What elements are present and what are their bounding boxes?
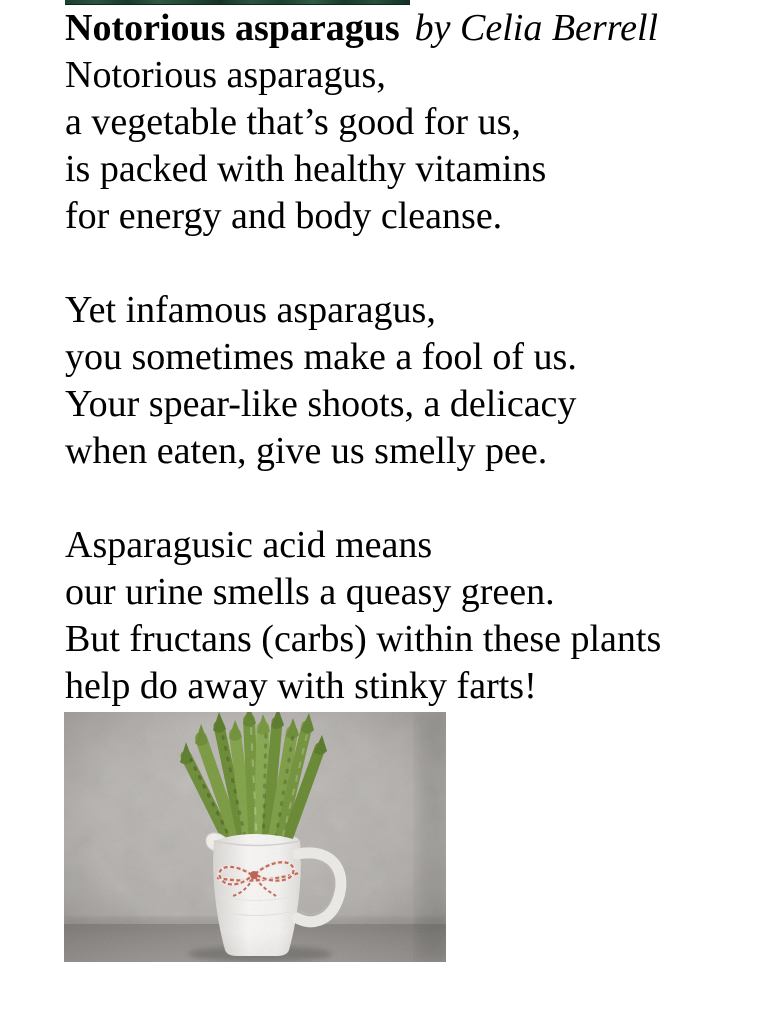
poem-title: Notorious asparagus [65,7,400,49]
stanza-2 [65,287,725,475]
poem-line: Asparagusic acid means [65,524,433,566]
poem-line: help do away with stinky farts! [65,665,537,707]
poem-text [65,5,725,710]
poem-byline: by Celia Berrell [414,7,659,49]
poem-line: Your spear-like shoots, a delicacy [65,383,577,425]
poem-line: is packed with healthy vitamins [65,148,547,190]
stanza-1 [65,52,725,240]
poem-line: a vegetable that’s good for us, [65,101,521,143]
poem-line: Yet infamous asparagus, [65,289,436,331]
poem-title-line [65,5,725,52]
poem-line: you sometimes make a fool of us. [65,336,577,378]
poem-line: when eaten, give us smelly pee. [65,430,548,472]
poem-line: Notorious asparagus, [65,54,386,96]
stanza-gap [65,240,725,287]
poem-line: But fructans (carbs) within these plants [65,618,662,660]
poem-line: our urine smells a queasy green. [65,571,555,613]
stanza-3 [65,522,725,710]
asparagus-photo [64,712,446,962]
stanza-gap [65,475,725,522]
poem-line: for energy and body cleanse. [65,195,503,237]
